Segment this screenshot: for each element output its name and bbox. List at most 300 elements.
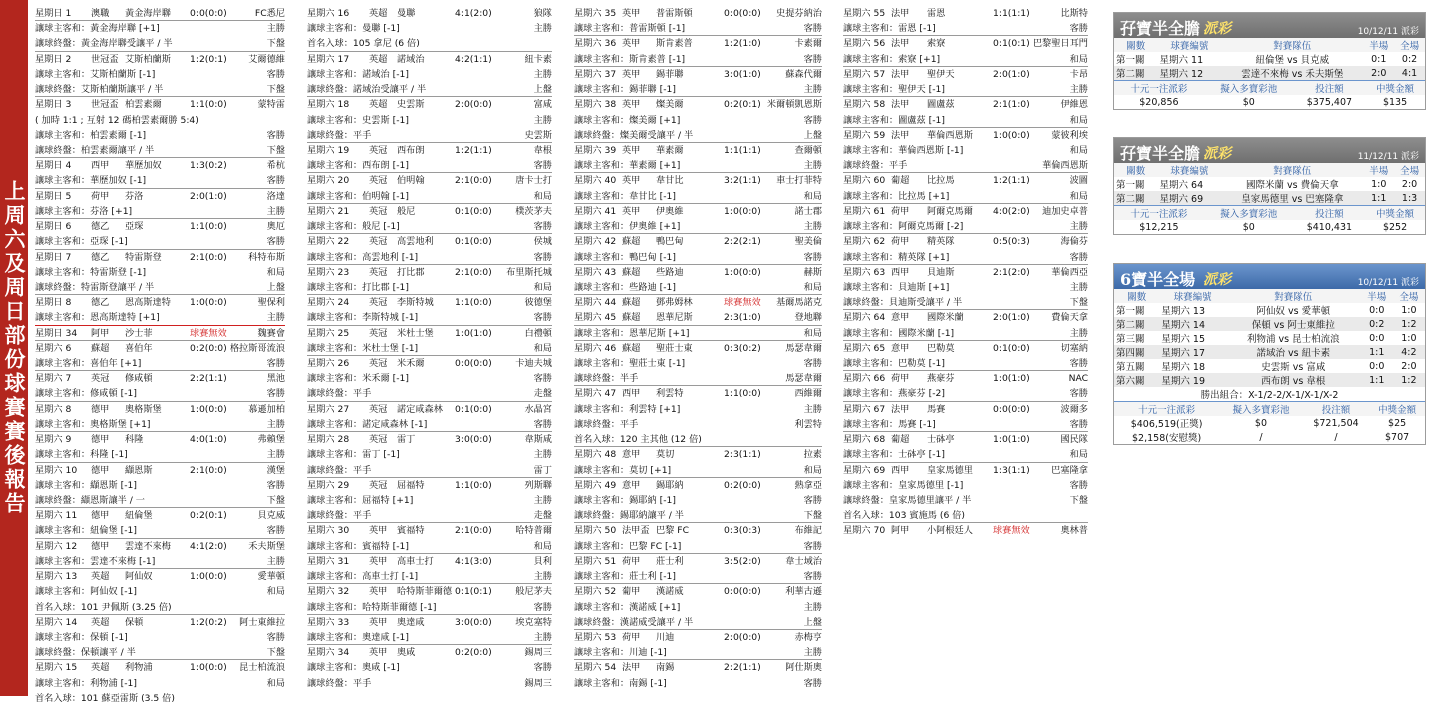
match-row <box>35 6 285 21</box>
result-label: 讓球主客和：聖莊士東 [-1] <box>574 358 686 370</box>
match-row <box>843 265 1088 280</box>
match-no-cell: 星期六 17 <box>1159 345 1225 359</box>
leg-cell: 第二關 <box>1114 317 1159 331</box>
handicap-result-row <box>574 52 822 67</box>
panel-header <box>1114 264 1425 289</box>
handicap-result-row <box>843 82 1088 97</box>
payout-header: 中獎金額 <box>1376 84 1415 95</box>
league-name: 英超 <box>369 99 388 111</box>
winning-combination: 勝出組合：X-1/2-2/X-1/X-1/X-2 <box>1114 387 1425 401</box>
result-label: 讓球主客和：巴黎 FC [-1] <box>574 540 682 552</box>
home-team: 巴黎 FC <box>656 525 689 537</box>
league-name: 荷甲 <box>622 555 641 567</box>
match-number: 星期六 55 <box>843 8 886 19</box>
away-team: 登地聯 <box>794 312 822 324</box>
match-number: 星期六 57 <box>843 68 886 80</box>
away-team: 基爾馬諾克 <box>776 297 822 309</box>
payout-value: $406,519(正獎) <box>1114 416 1219 430</box>
away-team: 錫周三 <box>524 647 552 659</box>
result-label: 讓球主客和：史雲斯 [-1] <box>307 114 409 126</box>
full-cell: 1:2 <box>1393 317 1425 331</box>
result-label: 讓球終盤：纈恩斯讓半 / 一 <box>35 495 145 506</box>
match-number: 星期六 9 <box>35 434 72 446</box>
note-row <box>307 36 552 51</box>
handicap-result-row <box>574 326 822 341</box>
handicap-result-row <box>307 21 552 36</box>
col-header: 關數 <box>1126 41 1146 52</box>
handicap-result-row <box>843 493 1088 508</box>
match-number: 星期六 6 <box>35 342 72 354</box>
match-number: 星期日 5 <box>35 190 72 202</box>
payout-value: $0 <box>1219 416 1303 430</box>
payout-header: 十元一注派彩 <box>1130 84 1188 95</box>
match-row <box>574 234 822 249</box>
match-row <box>35 52 285 67</box>
handicap-result-row <box>574 402 822 417</box>
result-label: 讓球主客和：高雲地利 [-1] <box>307 251 419 263</box>
league-name: 英冠 <box>369 236 388 248</box>
match-score: 1:2(0:2) <box>190 616 227 628</box>
half-cell: 2:0 <box>1363 66 1394 80</box>
result-value: 主勝 <box>803 403 822 415</box>
result-label: 讓球主客和：巴勒莫 [-1] <box>843 358 945 370</box>
away-team: 卡迪夫城 <box>515 358 552 370</box>
match-row <box>35 250 285 265</box>
match-number: 星期六 27 <box>307 403 350 415</box>
handicap-result-row <box>307 280 552 295</box>
result-label: 讓球主客和：高車士打 [-1] <box>307 571 419 583</box>
home-team: 諾域治 <box>397 53 425 65</box>
league-name: 英甲 <box>622 205 641 217</box>
match-number: 星期六 40 <box>574 175 617 187</box>
match-number: 星期六 49 <box>574 479 617 491</box>
match-row <box>843 402 1088 417</box>
result-value: 客勝 <box>1069 358 1088 370</box>
half-cell: 1:1 <box>1361 373 1393 387</box>
handicap-result-row <box>307 113 552 128</box>
result-label: 讓球主客和：圖盧茲 [-1] <box>843 114 945 126</box>
home-team: 小阿根廷人 <box>927 525 973 537</box>
match-row <box>307 554 552 569</box>
result-label: 讓球主客和：西布朗 [-1] <box>307 160 409 172</box>
result-value: 馬瑟韋爾 <box>785 373 822 385</box>
results-column-1 <box>35 6 285 706</box>
match-score: 0:0(0:0) <box>190 8 227 19</box>
league-name: 英冠 <box>91 373 110 385</box>
match-score: 1:0(1:0) <box>993 373 1030 385</box>
league-name: 蘇超 <box>622 297 641 309</box>
match-row <box>574 67 822 82</box>
result-value: 走盤 <box>533 388 552 400</box>
result-value: 下盤 <box>1069 495 1088 506</box>
match-row <box>574 143 822 158</box>
match-number: 星期六 48 <box>574 449 617 461</box>
match-score: 1:2(1:1) <box>455 144 492 156</box>
match-row <box>307 584 552 599</box>
handicap-result-row <box>843 417 1088 432</box>
match-row <box>574 36 822 51</box>
table-row <box>1114 52 1425 66</box>
home-team: 打比郡 <box>397 266 425 278</box>
result-label: 讓球主客和：普雷斯頓 [-1] <box>574 23 686 35</box>
league-name: 法甲 <box>891 38 910 50</box>
result-value: 走盤 <box>533 510 552 522</box>
home-team: 國際米蘭 <box>927 312 964 324</box>
league-name: 德乙 <box>91 297 110 309</box>
match-score: 2:1(1:0) <box>993 99 1030 111</box>
note-text: ( 加時 1:1 ; 互射 12 碼柏雲素爾勝 5:4) <box>35 114 199 126</box>
result-label: 讓球主客和：般尼 [-1] <box>307 221 400 233</box>
handicap-result-row <box>843 189 1088 204</box>
league-name: 荷甲 <box>91 190 110 202</box>
league-name: 意甲 <box>622 449 641 461</box>
away-team: 熱拿亞 <box>794 479 822 491</box>
result-label: 讓球終盤：特雷斯登讓平 / 半 <box>35 281 155 293</box>
result-value: 客勝 <box>803 23 822 35</box>
handicap-result-row <box>35 265 285 280</box>
away-team: 馬瑟韋爾 <box>785 342 822 354</box>
result-label: 讓球主客和：恩高斯達特 [+1] <box>35 312 160 324</box>
handicap-result-row <box>35 447 285 462</box>
table-row <box>1114 373 1425 387</box>
payout-table <box>1114 81 1425 109</box>
handicap-result-row <box>574 615 822 630</box>
handicap-result-row <box>307 676 552 691</box>
away-team: 布維記 <box>794 525 822 537</box>
match-row <box>843 128 1088 143</box>
match-score: 2:1(0:0) <box>455 266 492 278</box>
match-number: 星期六 13 <box>35 571 78 583</box>
league-name: 德乙 <box>91 221 110 233</box>
match-row <box>843 67 1088 82</box>
match-row <box>35 326 285 341</box>
match-score: 2:0(1:0) <box>993 312 1030 324</box>
home-team: 鄧弗姆林 <box>656 297 693 309</box>
league-name: 阿甲 <box>91 327 110 339</box>
match-row <box>574 341 822 356</box>
match-row <box>574 386 822 401</box>
league-name: 德甲 <box>91 510 110 522</box>
full-cell: 4:1 <box>1394 66 1425 80</box>
handicap-result-row <box>843 478 1088 493</box>
match-score: 1:0(0:0) <box>993 129 1030 141</box>
result-label: 讓球終盤：平手 <box>307 677 372 689</box>
home-team: 恩華尼斯 <box>656 312 693 324</box>
payout-header: 十元一注派彩 <box>1138 405 1196 416</box>
double-half-full-panel-1 <box>1113 12 1426 110</box>
result-value: 華倫西恩斯 <box>1042 160 1088 172</box>
match-number: 星期六 15 <box>35 662 78 674</box>
match-number: 星期六 33 <box>307 616 350 628</box>
league-name: 西甲 <box>891 464 910 476</box>
handicap-result-row <box>307 463 552 478</box>
result-label: 讓球主客和：錫耶納 [-1] <box>574 495 676 506</box>
result-value: 客勝 <box>1069 251 1088 263</box>
away-team: 華倫西亞 <box>1051 266 1088 278</box>
match-row <box>843 341 1088 356</box>
match-score: 1:1(0:0) <box>190 221 227 233</box>
result-label: 讓球終盤：漢諾威受讓平 / 半 <box>574 616 694 628</box>
handicap-result-row <box>843 326 1088 341</box>
away-team: 彼德堡 <box>524 297 552 309</box>
result-value: 雷丁 <box>533 464 552 476</box>
match-score: 0:0(0:0) <box>993 403 1030 415</box>
away-team: 侯城 <box>533 236 552 248</box>
match-row <box>35 615 285 630</box>
away-team: 埃克塞特 <box>515 616 552 628</box>
result-label: 讓球主客和：伊奧維 [+1] <box>574 221 681 233</box>
result-value: 客勝 <box>803 358 822 370</box>
result-value: 錫周三 <box>524 677 552 689</box>
note-row <box>843 508 1088 523</box>
match-score: 1:0(0:0) <box>190 403 227 415</box>
leg-cell: 第一關 <box>1114 52 1158 66</box>
handicap-result-row <box>574 371 822 386</box>
result-value: 客勝 <box>266 175 285 187</box>
result-value: 客勝 <box>1069 479 1088 491</box>
match-number: 星期六 8 <box>35 403 72 415</box>
result-label: 讓球主客和：米杜士堡 [-1] <box>307 342 419 354</box>
away-team: 蘇森代爾 <box>785 68 822 80</box>
handicap-result-row <box>843 158 1088 173</box>
home-team: 雲達不來梅 <box>125 540 171 552</box>
home-team: 南錫 <box>656 662 675 674</box>
match-score: 1:2(0:1) <box>190 53 227 65</box>
match-score: 3:0(0:0) <box>455 616 492 628</box>
result-label: 讓球主客和：莊士利 [-1] <box>574 571 676 583</box>
league-name: 英冠 <box>369 175 388 187</box>
handicap-result-row <box>307 67 552 82</box>
match-score: 0:1(0:1) <box>993 38 1030 50</box>
handicap-result-row <box>35 386 285 401</box>
result-label: 讓球主客和：索寮 [+1] <box>843 53 941 65</box>
league-name: 蘇超 <box>622 266 641 278</box>
result-value: 和局 <box>803 281 822 293</box>
away-team: 赤梅亨 <box>794 631 822 643</box>
match-row <box>35 97 285 112</box>
match-number: 星期六 38 <box>574 99 617 111</box>
payout-value: $721,504 <box>1303 416 1369 430</box>
match-number: 星期六 54 <box>574 662 617 674</box>
result-label: 讓球主客和：哈特斯菲爾德 [-1] <box>307 601 437 613</box>
note-text: 首名入球：120 主其他 (12 倍) <box>574 434 702 446</box>
handicap-result-row <box>574 569 822 584</box>
match-row <box>843 463 1088 478</box>
match-row <box>307 265 552 280</box>
handicap-result-row <box>307 310 552 325</box>
result-value: 和局 <box>1069 449 1088 461</box>
handicap-result-row <box>574 645 822 660</box>
match-no-cell: 星期六 19 <box>1159 373 1225 387</box>
full-cell: 1:0 <box>1393 303 1425 317</box>
match-score: 0:1(0:1) <box>455 586 492 598</box>
table-row <box>1114 359 1425 373</box>
away-team: 格拉斯哥流浪 <box>229 342 285 354</box>
result-label: 讓球主客和：利物浦 [-1] <box>35 677 137 689</box>
match-score: 2:0(1:0) <box>993 68 1030 80</box>
result-label: 讓球主客和：紐倫堡 [-1] <box>35 525 137 537</box>
match-no-cell: 星期六 15 <box>1159 331 1225 345</box>
payout-header: 擬入多寶彩池 <box>1220 209 1278 220</box>
result-value: 主勝 <box>266 449 285 461</box>
away-team: 韋斯咸 <box>524 434 552 446</box>
leg-table <box>1114 38 1425 80</box>
result-value: 客勝 <box>533 221 552 233</box>
league-name: 英冠 <box>369 266 388 278</box>
league-name: 英冠 <box>369 434 388 446</box>
match-number: 星期六 44 <box>574 297 617 309</box>
home-team: 雷丁 <box>397 434 416 446</box>
result-value: 主勝 <box>533 631 552 643</box>
result-label: 讓球主客和：華歷加奴 [-1] <box>35 175 147 187</box>
result-value: 客勝 <box>803 571 822 583</box>
note-row <box>574 432 822 447</box>
col-header: 半場 <box>1369 41 1389 52</box>
away-team: 白禮頓 <box>524 327 552 339</box>
result-label: 讓球主客和：國際米蘭 [-1] <box>843 327 955 339</box>
home-team: 米禾爾 <box>397 358 425 370</box>
match-number: 星期六 19 <box>307 144 350 156</box>
result-label: 讓球終盤：燦美爾受讓平 / 半 <box>574 129 694 141</box>
handicap-result-row <box>35 478 285 493</box>
match-score: 1:1(0:0) <box>190 99 227 111</box>
match-row <box>574 173 822 188</box>
away-team: 黑池 <box>266 373 285 385</box>
result-value: 上盤 <box>803 129 822 141</box>
handicap-result-row <box>307 219 552 234</box>
home-team: 索寮 <box>927 38 946 50</box>
away-team: 米爾頓凱恩斯 <box>766 99 822 111</box>
banner-title: 上周六及周日部份球賽賽後報告 <box>2 180 26 516</box>
half-cell: 0:0 <box>1361 359 1393 373</box>
away-team: 阿士東維拉 <box>239 616 285 628</box>
result-value: 和局 <box>1069 114 1088 126</box>
match-no-cell: 星期六 13 <box>1159 303 1225 317</box>
handicap-result-row <box>843 356 1088 371</box>
half-cell: 1:1 <box>1363 191 1394 205</box>
league-name: 英超 <box>369 8 388 19</box>
result-value: 客勝 <box>803 114 822 126</box>
result-value: 上盤 <box>533 84 552 96</box>
away-team: 紐卡素 <box>524 53 552 65</box>
match-number: 星期六 11 <box>35 510 78 522</box>
match-row <box>574 554 822 569</box>
league-name: 法甲 <box>891 8 910 19</box>
match-score: 2:2(2:1) <box>724 236 761 248</box>
handicap-result-row <box>843 143 1088 158</box>
match-score: 2:1(0:0) <box>455 175 492 187</box>
handicap-result-row <box>35 82 285 97</box>
match-score: 2:3(1:1) <box>724 449 761 461</box>
handicap-result-row <box>843 447 1088 462</box>
match-number: 星期六 39 <box>574 144 617 156</box>
home-team: 馬賽 <box>927 403 946 415</box>
league-name: 英超 <box>91 662 110 674</box>
result-value: 客勝 <box>533 160 552 172</box>
home-team: 漢諾威 <box>656 586 684 598</box>
leg-cell: 第二關 <box>1114 191 1158 205</box>
home-team: 燦美爾 <box>656 99 684 111</box>
away-team: 慕遜加柏 <box>248 403 285 415</box>
result-value: 主勝 <box>266 205 285 217</box>
match-number: 星期六 29 <box>307 479 350 491</box>
full-cell: 0:2 <box>1394 52 1425 66</box>
handicap-result-row <box>307 447 552 462</box>
match-number: 星期日 8 <box>35 297 72 309</box>
result-value: 主勝 <box>533 495 552 506</box>
league-name: 英超 <box>369 53 388 65</box>
league-name: 蘇超 <box>622 236 641 248</box>
home-team: 錫菲聯 <box>656 68 684 80</box>
league-name: 英冠 <box>369 327 388 339</box>
match-score: 0:1(0:0) <box>993 342 1030 354</box>
league-name: 英超 <box>91 616 110 628</box>
payout-header: 中獎金額 <box>1376 209 1415 220</box>
table-row <box>1114 331 1425 345</box>
league-name: 意甲 <box>622 479 641 491</box>
match-row <box>574 478 822 493</box>
result-value: 主勝 <box>803 221 822 233</box>
result-label: 讓球主客和：士砵亭 [-1] <box>843 449 945 461</box>
result-label: 讓球終盤：艾斯柏蘭斯讓平 / 半 <box>35 84 164 96</box>
handicap-result-row <box>35 36 285 51</box>
match-score: 2:0(1:0) <box>190 190 227 202</box>
panel-tag: 派彩 <box>1203 272 1231 288</box>
result-label: 讓球主客和：韋甘比 [-1] <box>574 190 676 202</box>
away-team: 拉素 <box>803 449 822 461</box>
result-value: 和局 <box>1069 190 1088 202</box>
handicap-result-row <box>574 280 822 295</box>
payout-value: $707 <box>1369 430 1425 444</box>
home-team: 芬洛 <box>125 190 144 202</box>
away-team: 西維爾 <box>794 388 822 400</box>
match-number: 星期六 12 <box>35 540 78 552</box>
full-cell: 4:2 <box>1393 345 1425 359</box>
match-number: 星期六 43 <box>574 266 617 278</box>
league-name: 葡超 <box>891 175 910 187</box>
payout-table <box>1114 402 1425 444</box>
payout-value: $0 <box>1204 95 1294 109</box>
result-value: 客勝 <box>266 388 285 400</box>
away-team: 卡素爾 <box>794 38 822 50</box>
result-label: 讓球主客和：恩華尼斯 [+1] <box>574 327 690 339</box>
match-row <box>843 234 1088 249</box>
away-team: NAC <box>1068 373 1088 385</box>
match-number: 星期日 4 <box>35 160 72 172</box>
panel-header <box>1114 138 1425 163</box>
match-score: 1:1(0:0) <box>724 388 761 400</box>
handicap-result-row <box>574 417 822 432</box>
result-value: 客勝 <box>266 358 285 370</box>
match-number: 星期六 56 <box>843 38 886 50</box>
result-value: 利雲特 <box>794 418 822 430</box>
home-team: 普雷斯頓 <box>656 8 693 19</box>
result-label: 讓球主客和：斯肯素普 [-1] <box>574 53 686 65</box>
away-team: 伊維恩 <box>1060 99 1088 111</box>
void-notice: 球賽無效 <box>724 297 761 309</box>
result-label: 讓球主客和：科隆 [-1] <box>35 449 128 461</box>
league-name: 英冠 <box>369 297 388 309</box>
handicap-result-row <box>35 204 285 219</box>
match-score: 2:2(1:1) <box>190 373 227 385</box>
match-no-cell: 星期六 18 <box>1159 359 1225 373</box>
handicap-result-row <box>35 356 285 371</box>
match-score: 2:2(1:1) <box>724 662 761 674</box>
result-value: 下盤 <box>266 495 285 506</box>
teams-cell: 史雲斯 vs 富咸 <box>1226 359 1361 373</box>
league-name: 英甲 <box>622 144 641 156</box>
home-team: 艾斯柏蘭斯 <box>125 53 171 65</box>
